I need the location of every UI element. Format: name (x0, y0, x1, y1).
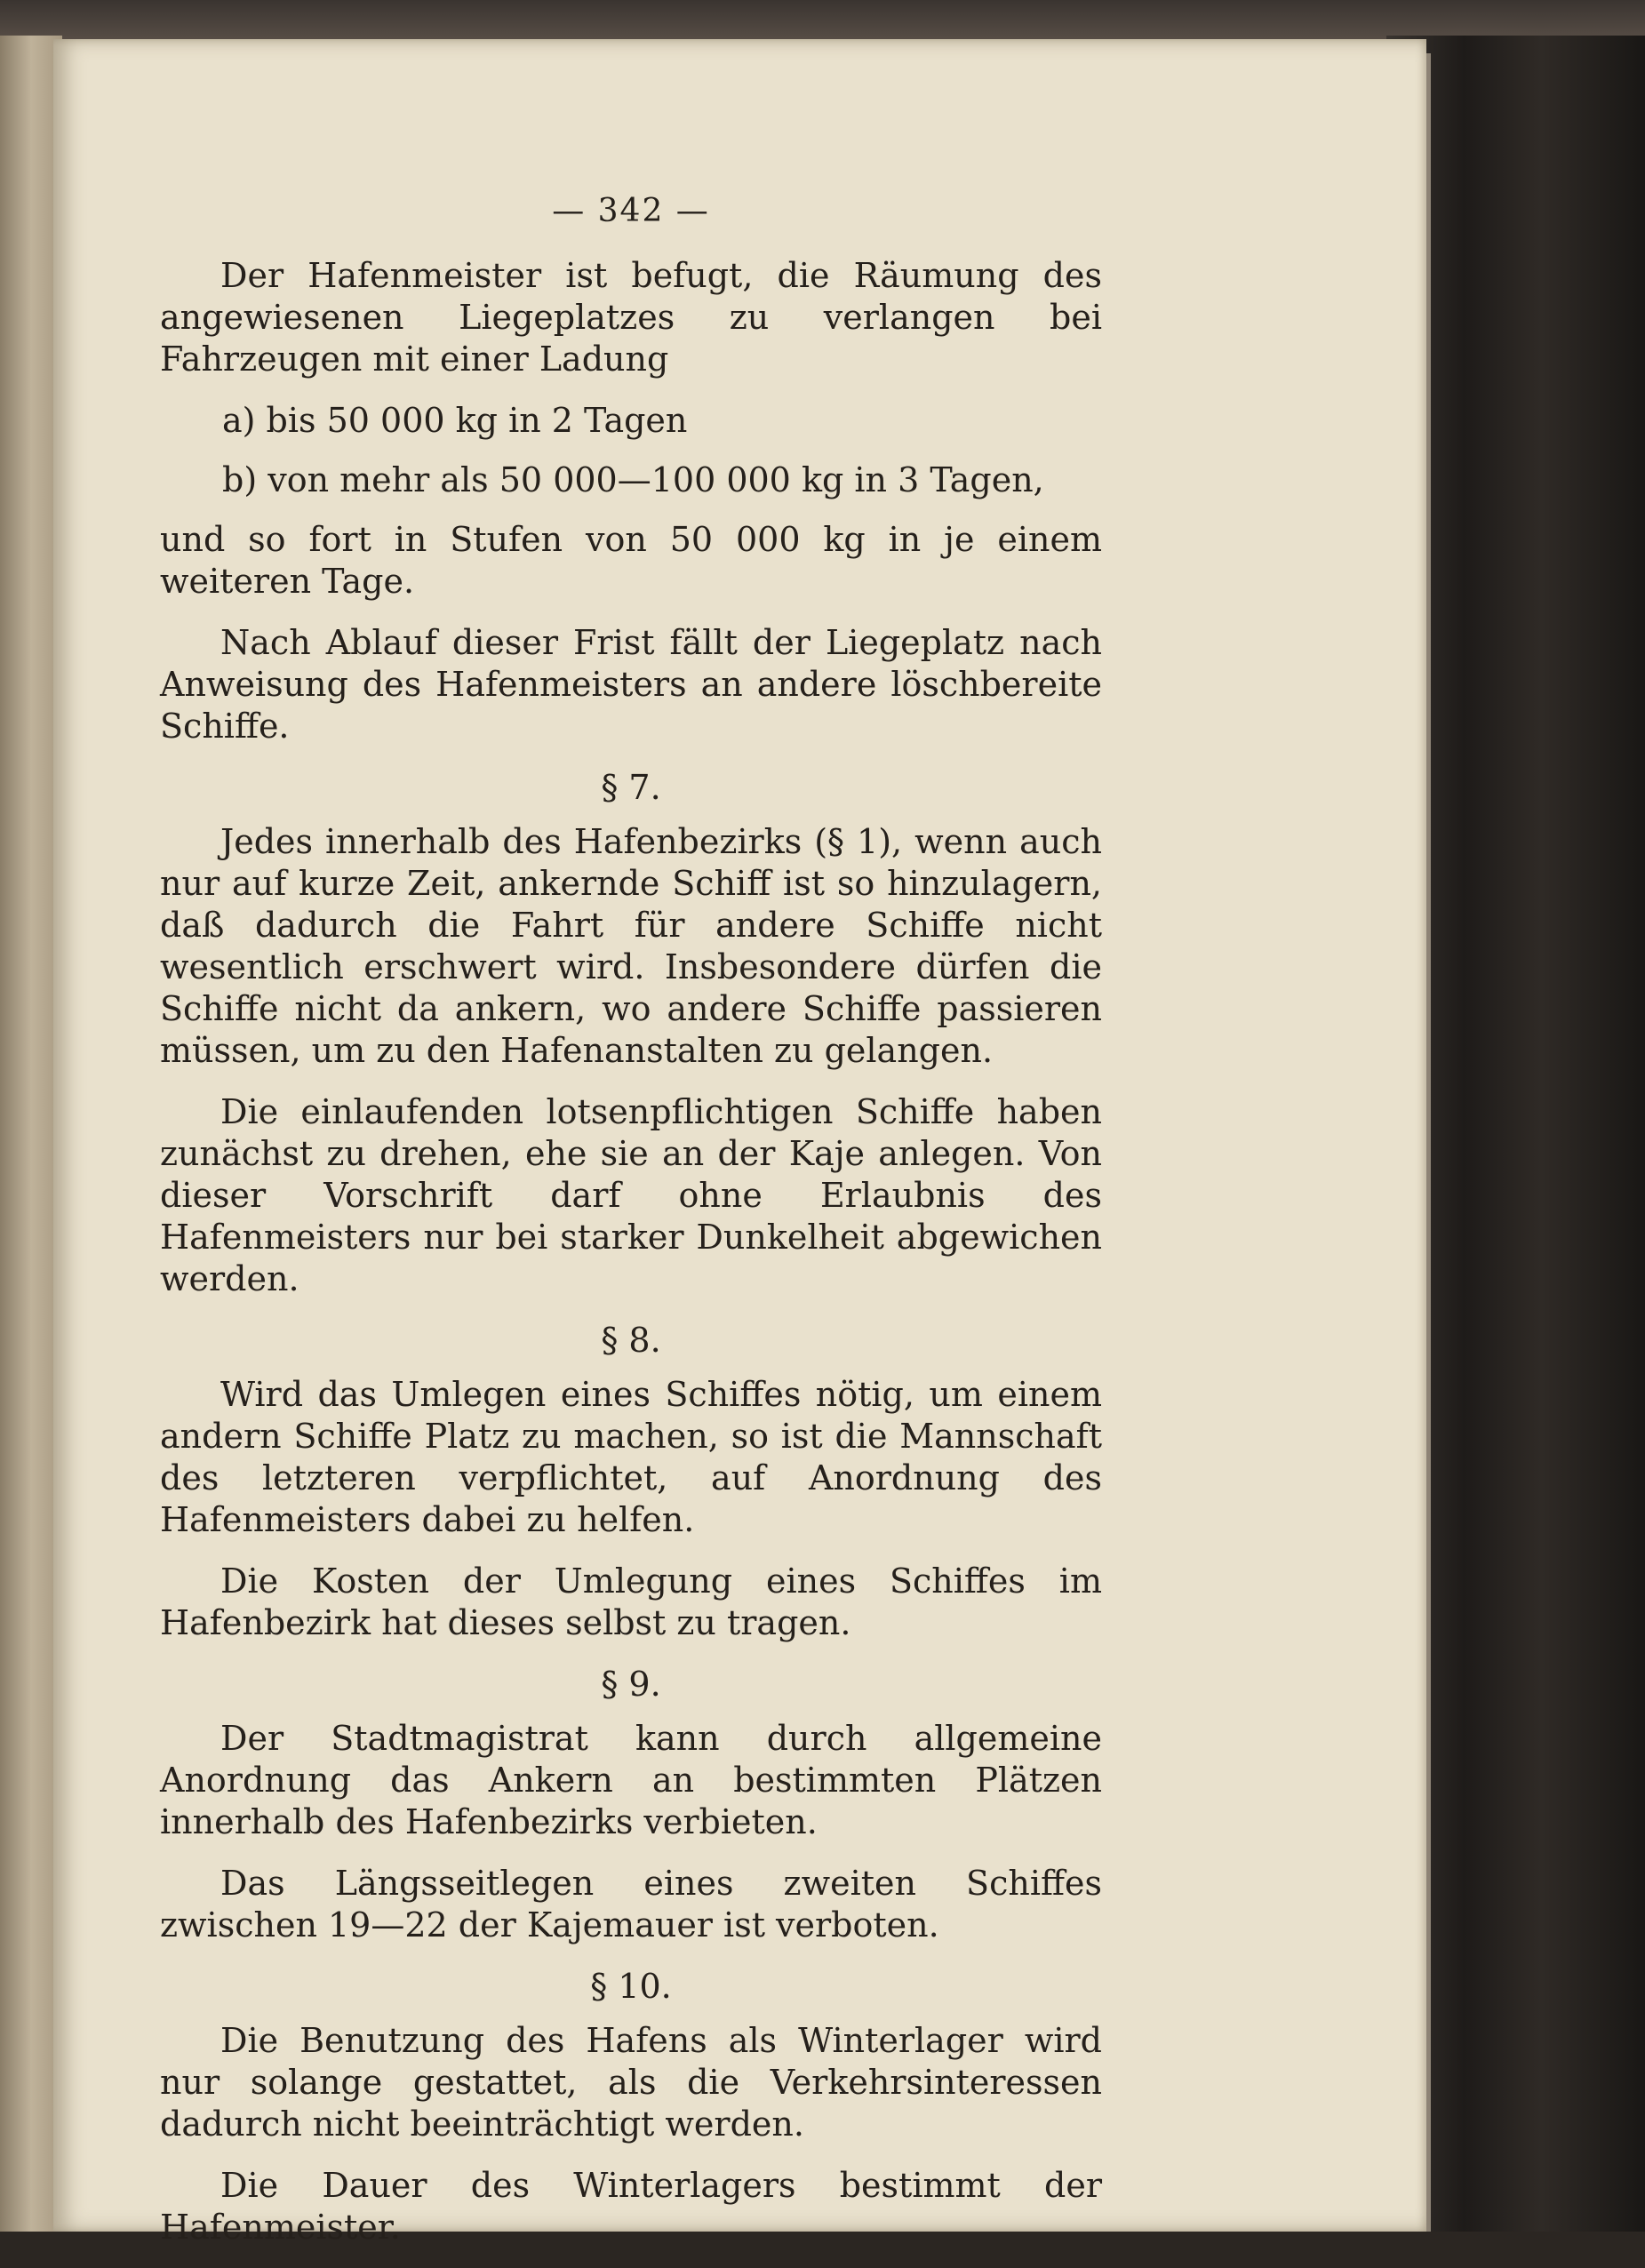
section-heading-7: § 7. (601, 768, 661, 807)
page-number: — 342 — (552, 193, 710, 229)
paragraph: Das Längsseitlegen eines zweiten Schiffes zwischen 19—22 der Kajemauer ist verboten. (160, 1864, 1102, 1945)
list-item: b) von mehr als 50 000—100 000 kg in 3 Tagen, (222, 460, 1044, 499)
paragraph: Die Dauer des Winterlagers bestimmt der Hafenmeister. (160, 2166, 1102, 2247)
paragraph: Der Hafenmeister ist befugt, die Räumung des angewiesenen Liegeplatzes zu verlangen bei Fahrzeugen mit einer Ladung (160, 256, 1102, 379)
paragraph: und so fort in Stufen von 50 000 kg in je einem weiteren Tage. (160, 520, 1102, 601)
paragraph: Die einlaufenden lotsenpflichtigen Schiffe haben zunächst zu drehen, ehe sie an der Kaje anlegen. Von dieser Vorschrift darf ohne Erlaubnis des Hafenmeisters nur bei starker Dunkelheit abgewichen werden. (160, 1092, 1102, 1298)
paragraph: Nach Ablauf dieser Frist fällt der Liegeplatz nach Anweisung des Hafenmeisters an andere löschbereite Schiffe. (160, 623, 1102, 746)
paragraph: Der Stadtmagistrat kann durch allgemeine Anordnung das Ankern an bestimmten Plätzen innerhalb des Hafenbezirks verbieten. (160, 1719, 1102, 1841)
paragraph: Wird das Umlegen eines Schiffes nötig, um einem andern Schiffe Platz zu machen, so ist die Mannschaft des letzteren verpflichtet, auf Anordnung des Hafenmeisters dabei zu helfen. (160, 1375, 1102, 1539)
section-heading-10: § 10. (590, 1967, 672, 2006)
paragraph: Die Kosten der Umlegung eines Schiffes im Hafenbezirk hat dieses selbst zu tragen. (160, 1561, 1102, 1642)
page-text (160, 190, 1102, 2268)
section-heading-8: § 8. (601, 1321, 661, 1360)
section-heading-9: § 9. (601, 1665, 661, 1704)
list-item: a) bis 50 000 kg in 2 Tagen (222, 401, 688, 440)
book-page (53, 39, 1426, 2247)
paragraph: Die Benutzung des Hafens als Winterlager wird nur solange gestattet, als die Verkehrsinteressen dadurch nicht beeinträchtigt werden. (160, 2021, 1102, 2144)
paragraph: Jedes innerhalb des Hafenbezirks (§ 1), wenn auch nur auf kurze Zeit, ankernde Schiff ist so hinzulagern, daß dadurch die Fahrt für andere Schiffe nicht wesentlich erschwert wird. Insbesondere dürfen die Schiffe nicht da ankern, wo andere Schiffe passieren müssen, um zu den Hafenanstalten zu gelangen. (160, 822, 1102, 1070)
